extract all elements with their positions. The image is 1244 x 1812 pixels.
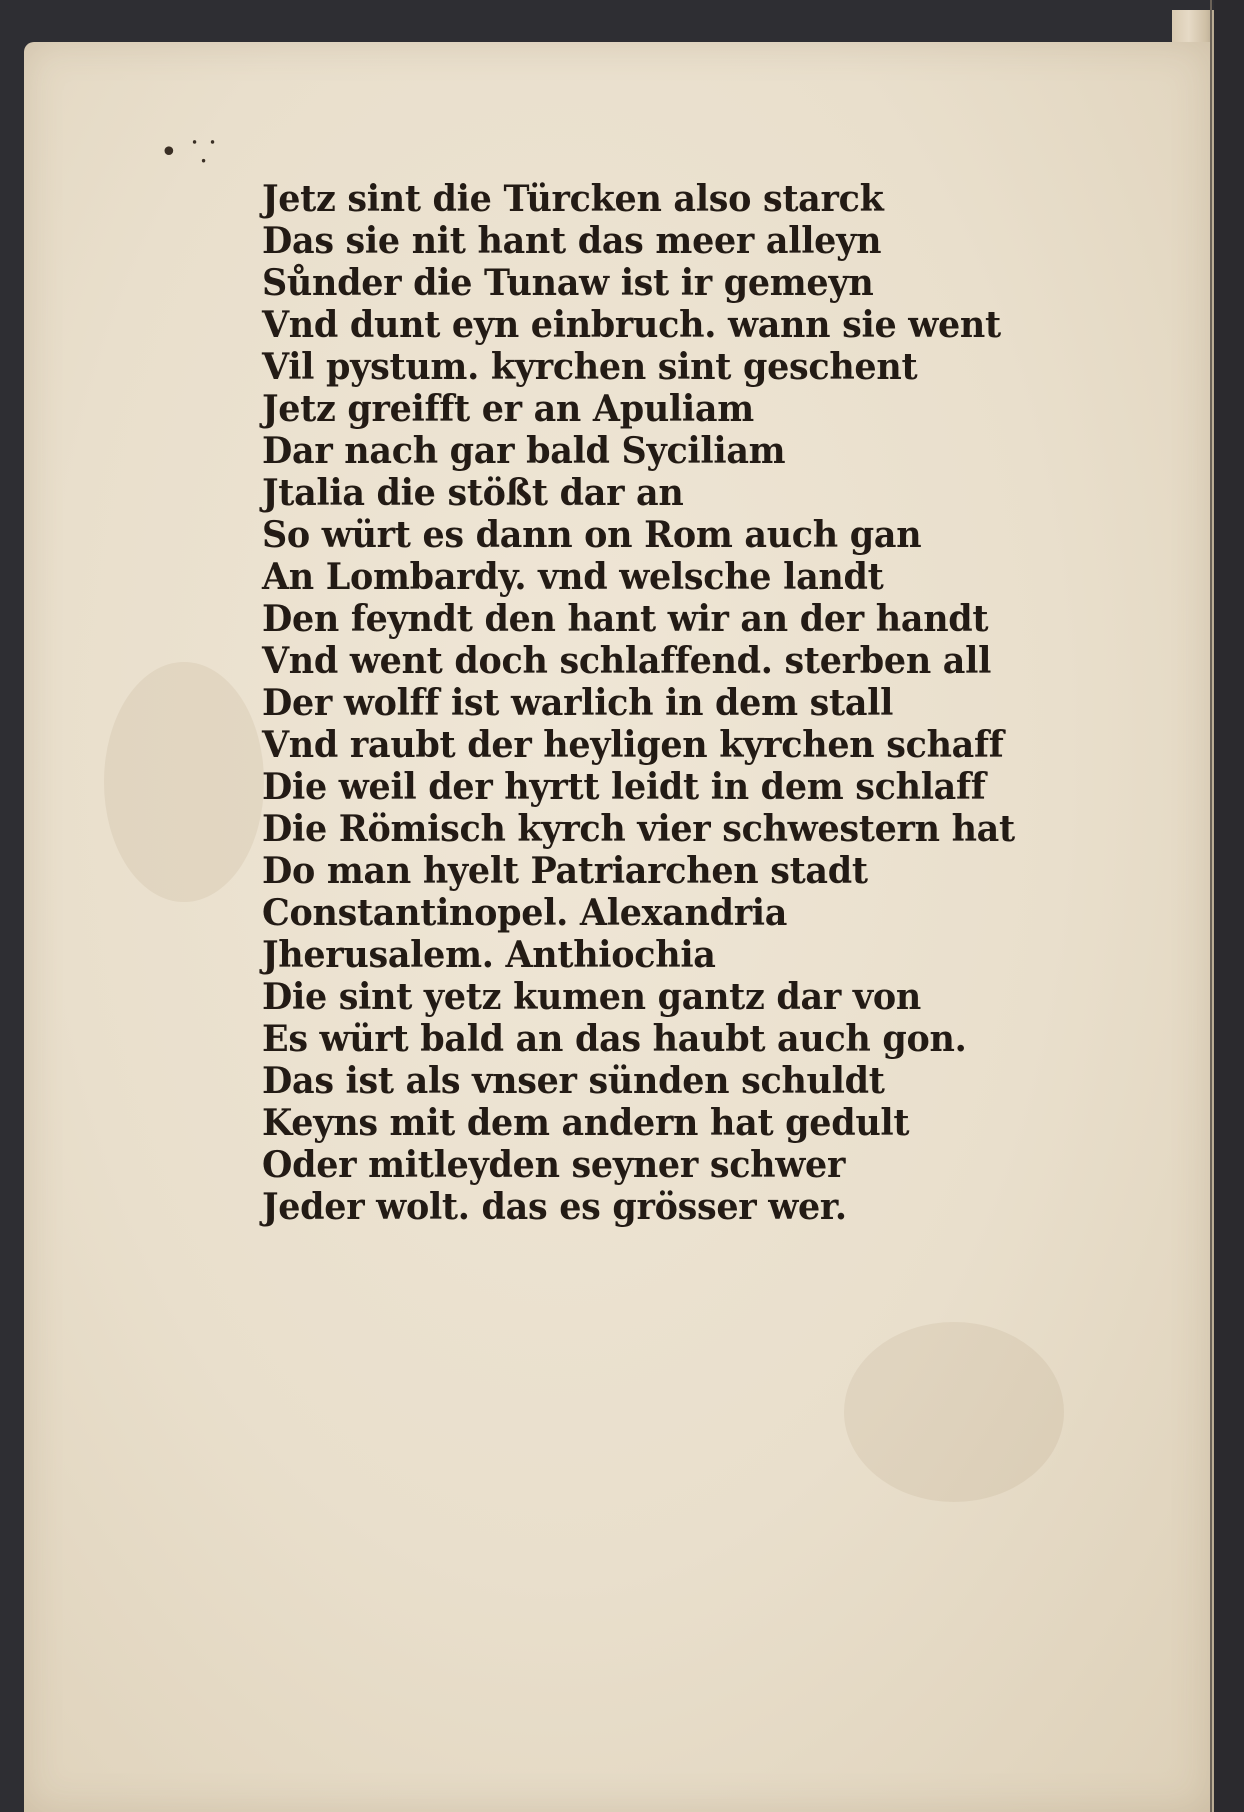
- verse-line: So würt es dann on Rom auch gan: [262, 514, 922, 556]
- margin-mark: • ⸪: [160, 135, 218, 170]
- verse-line: Vil pystum. kyrchen sint geschent: [262, 346, 918, 388]
- verse-line: Constantinopel. Alexandria: [262, 892, 788, 934]
- scan-edge: [1214, 0, 1244, 1812]
- verse-line: Dar nach gar bald Syciliam: [262, 430, 786, 472]
- verse-line: Der wolff ist warlich in dem stall: [262, 682, 894, 724]
- verse-line: An Lombardy. vnd welsche landt: [262, 556, 884, 598]
- verse-line: Die weil der hyrtt leidt in dem schlaff: [262, 766, 986, 808]
- verse-line: Jetz sint die Türcken also starck: [262, 178, 884, 220]
- verse-line: Oder mitleyden seyner schwer: [262, 1144, 846, 1186]
- paper-stain: [104, 662, 264, 902]
- verse-line: Das ist als vnser sünden schuldt: [262, 1060, 885, 1102]
- verse-line: Do man hyelt Patriarchen stadt: [262, 850, 868, 892]
- paper-stain: [844, 1322, 1064, 1502]
- verse-line: Keyns mit dem andern hat gedult: [262, 1102, 910, 1144]
- gutter-fold-line: [1210, 0, 1212, 1812]
- verse-line: Jherusalem. Anthiochia: [262, 934, 716, 976]
- verse-line: Sůnder die Tunaw ist ir gemeyn: [262, 262, 874, 304]
- verse-line: Das sie nit hant das meer alleyn: [262, 220, 882, 262]
- verse-line: Vnd went doch schlaffend. sterben all: [262, 640, 992, 682]
- verse-line: Vnd dunt eyn einbruch. wann sie went: [262, 304, 1001, 346]
- verse-text-block: [262, 178, 1092, 1228]
- verse-line: Jtalia die stößt dar an: [262, 472, 684, 514]
- verse-line: Es würt bald an das haubt auch gon.: [262, 1018, 967, 1060]
- verse-line: Die sint yetz kumen gantz dar von: [262, 976, 921, 1018]
- verse-line: Den feyndt den hant wir an der handt: [262, 598, 989, 640]
- verse-line: Jeder wolt. das es grösser wer.: [262, 1186, 847, 1228]
- verse-line: Jetz greifft er an Apuliam: [262, 388, 754, 430]
- verse-line: Die Römisch kyrch vier schwestern hat: [262, 808, 1015, 850]
- verse-line: Vnd raubt der heyligen kyrchen schaff: [262, 724, 1004, 766]
